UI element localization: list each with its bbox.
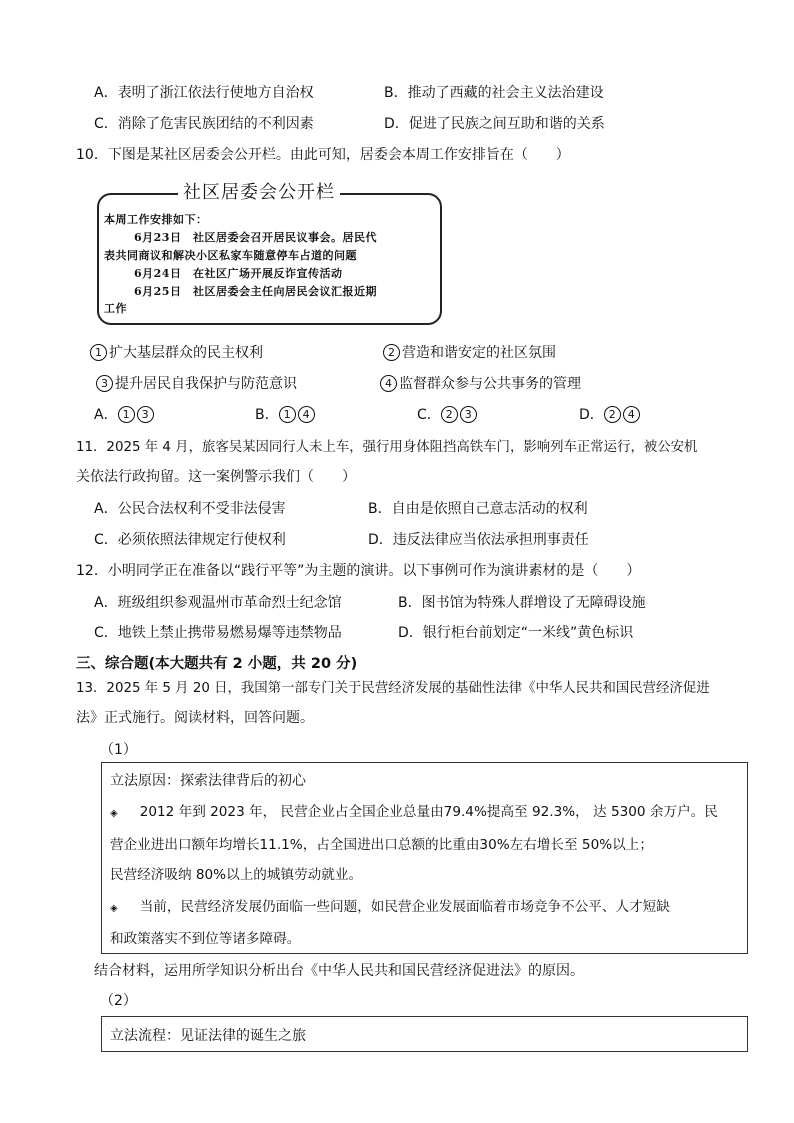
q12-option-a[interactable]: A．班级组织参观温州市革命烈士纪念馆 <box>94 595 342 611</box>
q13-part2-label: （2） <box>100 993 137 1009</box>
q12-option-c[interactable]: C．地铁上禁止携带易燃易爆等违禁物品 <box>94 625 342 641</box>
q11-option-a[interactable]: A．公民合法权利不受非法侵害 <box>94 501 286 517</box>
material-paragraph <box>110 800 718 820</box>
q9-option-c[interactable]: C．消除了危害民族团结的不利因素 <box>94 116 314 132</box>
q10-choice-c[interactable] <box>417 404 479 424</box>
q10-item-text: 扩大基层群众的民主权利 <box>109 345 263 361</box>
material-box-2-title: 立法流程：见证法律的诞生之旅 <box>110 1028 306 1044</box>
material-text: 2012 年到 2023 年， 民营企业占全国企业总量由79.4%提高至 92.3%， 达 5300 余万户。民 <box>139 804 718 820</box>
notice-board-title: 社区居委会公开栏 <box>178 178 340 204</box>
q10-item-3 <box>96 373 297 393</box>
q12-option-b[interactable]: B．图书馆为特殊人群增设了无障碍设施 <box>398 595 646 611</box>
q10-item-text: 营造和谐安定的社区氛围 <box>402 345 556 361</box>
section-heading: 三、综合题(本大题共有 2 小题，共 20 分) <box>76 656 358 672</box>
q11-stem: 11．2025 年 4 月，旅客吴某因同行人未上车，强行用身体阻挡高铁车门，影响列车正常运行，被公安机 <box>76 440 698 455</box>
material-paragraph <box>110 895 670 915</box>
notice-line: 6月23日 社区居委会召开居民议事会。居民代 <box>134 231 377 244</box>
q11-option-b[interactable]: B．自由是依照自己意志活动的权利 <box>368 501 588 517</box>
circled-number: 4 <box>623 406 640 423</box>
material-text: 当前，民营经济发展仍面临一些问题，如民营企业发展面临着市场竞争不公平、人才短缺 <box>139 899 670 915</box>
q13-part1-question: 结合材料，运用所学知识分析出台《中华人民共和国民营经济促进法》的原因。 <box>94 963 584 979</box>
circled-number: 4 <box>298 406 315 423</box>
material-text: 和政策落实不到位等诸多障碍。 <box>110 931 301 947</box>
notice-line: 工作 <box>104 302 127 315</box>
q10-choice-b[interactable] <box>255 404 317 424</box>
q9-option-b[interactable]: B．推动了西藏的社会主义法治建设 <box>384 85 604 101</box>
circled-number: 3 <box>137 406 154 423</box>
q10-choice-a[interactable] <box>94 404 156 424</box>
circled-number: 3 <box>96 375 113 392</box>
q11-option-c[interactable]: C．必须依照法律规定行使权利 <box>94 532 286 548</box>
circled-number: 1 <box>118 406 135 423</box>
q13-part1-label: （1） <box>100 742 137 758</box>
q13-stem-cont: 法》正式施行。阅读材料，回答问题。 <box>76 710 314 726</box>
q11-option-d[interactable]: D．违反法律应当依法承担刑事责任 <box>368 532 589 548</box>
circled-number: 3 <box>460 406 477 423</box>
notice-line: 6月25日 社区居委会主任向居民会议汇报近期 <box>134 285 377 298</box>
q12-stem: 12．小明同学正在准备以“践行平等”为主题的演讲。以下事例可作为演讲素材的是（ ） <box>76 563 641 579</box>
q10-item-4 <box>380 373 581 393</box>
material-text: 营企业进出口额年均增长11.1%，占全国进出口总额的比重由30%左右增长至 50%以上； <box>110 837 653 853</box>
choice-label: C． <box>417 407 441 423</box>
circled-number: 2 <box>441 406 458 423</box>
circled-number: 2 <box>383 344 400 361</box>
q9-option-a[interactable]: A．表明了浙江依法行使地方自治权 <box>94 85 314 101</box>
circled-number: 1 <box>90 344 107 361</box>
choice-label: A． <box>94 407 118 423</box>
notice-line: 表共同商议和解决小区私家车随意停车占道的问题 <box>104 249 357 262</box>
circled-number: 4 <box>380 375 397 392</box>
notice-line: 本周工作安排如下： <box>104 213 208 226</box>
material-box-1-title: 立法原因：探索法律背后的初心 <box>110 773 306 789</box>
notice-line: 6月24日 在社区广场开展反诈宣传活动 <box>134 267 343 280</box>
q11-stem-cont: 关依法行政拘留。这一案例警示我们（ ） <box>76 469 356 485</box>
q12-option-d[interactable]: D．银行柜台前划定“一米线”黄色标识 <box>398 625 634 641</box>
choice-label: D． <box>579 407 604 423</box>
q10-choice-d[interactable] <box>579 404 642 424</box>
choice-label: B． <box>255 407 279 423</box>
q10-item-2 <box>383 342 556 362</box>
circled-number: 1 <box>279 406 296 423</box>
q10-item-text: 提升居民自我保护与防范意识 <box>115 376 297 392</box>
material-box-1 <box>101 762 748 954</box>
material-text: 民营经济吸纳 80%以上的城镇劳动就业。 <box>110 867 363 883</box>
q10-stem: 10．下图是某社区居委会公开栏。由此可知，居委会本周工作安排旨在（ ） <box>76 147 570 163</box>
bullet-icon: ◈ <box>110 903 118 914</box>
circled-number: 2 <box>604 406 621 423</box>
q9-option-d[interactable]: D．促进了民族之间互助和谐的关系 <box>384 116 605 132</box>
q13-stem: 13．2025 年 5 月 20 日，我国第一部专门关于民营经济发展的基础性法律《中华人民共和国民营经济促进 <box>76 681 710 696</box>
q10-item-text: 监督群众参与公共事务的管理 <box>399 376 581 392</box>
q10-item-1 <box>90 342 263 362</box>
bullet-icon: ◈ <box>110 808 118 819</box>
